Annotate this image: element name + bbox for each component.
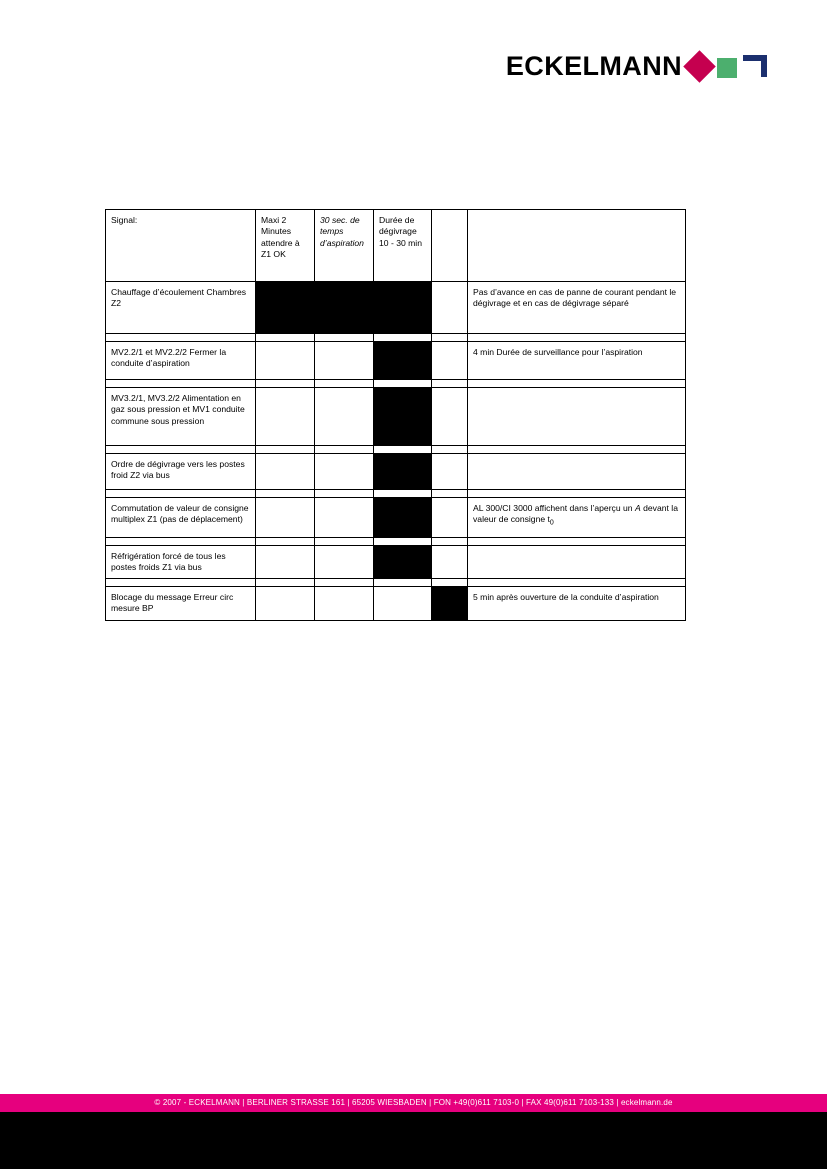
mark-cell-c xyxy=(374,454,432,490)
mark-cell-c xyxy=(374,282,432,334)
table-row xyxy=(106,454,686,490)
mark-cell-d xyxy=(432,586,468,620)
mark-cell-a xyxy=(256,388,315,446)
spacer-cell xyxy=(432,538,468,546)
mark-cell-a xyxy=(256,282,315,334)
mark-cell-a xyxy=(256,546,315,579)
row-spacer xyxy=(106,446,686,454)
spacer-cell xyxy=(432,380,468,388)
table-row xyxy=(106,498,686,538)
row-note xyxy=(468,454,686,490)
header-cell-d xyxy=(432,210,468,282)
spacer-cell xyxy=(374,578,432,586)
mark-cell-d xyxy=(432,498,468,538)
spacer-cell xyxy=(106,490,256,498)
spacer-cell xyxy=(374,538,432,546)
row-label: MV3.2/1, MV3.2/2 Alimentation en gaz sous pression et MV1 conduite commune sous pression xyxy=(106,388,256,446)
header-cell-signal: Signal: xyxy=(106,210,256,282)
header-cell-b: 30 sec. de temps d’aspiration xyxy=(315,210,374,282)
spacer-cell xyxy=(432,578,468,586)
row-spacer xyxy=(106,538,686,546)
spacer-cell xyxy=(468,446,686,454)
row-label: Commutation de valeur de consigne multiplex Z1 (pas de déplacement) xyxy=(106,498,256,538)
row-note xyxy=(468,546,686,579)
row-note: 4 min Durée de surveillance pour l’aspiration xyxy=(468,342,686,380)
spacer-cell xyxy=(256,578,315,586)
mark-cell-c xyxy=(374,498,432,538)
note-prefix: AL 300/CI 3000 affichent dans l’aperçu un xyxy=(473,503,635,513)
mark-cell-d xyxy=(432,388,468,446)
mark-cell-b xyxy=(315,454,374,490)
note-italic: A xyxy=(634,503,641,513)
mark-cell-b xyxy=(315,282,374,334)
row-note xyxy=(468,388,686,446)
logo-marks xyxy=(688,53,767,79)
spacer-cell xyxy=(468,490,686,498)
row-label: Blocage du message Erreur circ mesure BP xyxy=(106,586,256,620)
spacer-cell xyxy=(315,538,374,546)
mark-cell-b xyxy=(315,498,374,538)
note-suffix: devant la valeur de consigne t xyxy=(473,503,678,525)
spacer-cell xyxy=(432,490,468,498)
mark-cell-d xyxy=(432,546,468,579)
spacer-cell xyxy=(256,334,315,342)
spacer-cell xyxy=(256,538,315,546)
note-subscript: 0 xyxy=(549,520,554,528)
row-spacer xyxy=(106,334,686,342)
table-row xyxy=(106,546,686,579)
diamond-icon xyxy=(683,50,716,83)
mark-cell-b xyxy=(315,586,374,620)
mark-cell-c xyxy=(374,388,432,446)
spacer-cell xyxy=(468,334,686,342)
mark-cell-b xyxy=(315,546,374,579)
flag-icon xyxy=(743,55,767,77)
row-note: Pas d’avance en cas de panne de courant pendant le dégivrage et en cas de dégivrage séparé xyxy=(468,282,686,334)
row-label: Chauffage d’écoulement Chambres Z2 xyxy=(106,282,256,334)
mark-cell-d xyxy=(432,282,468,334)
header-cell-c: Durée de dégivrage 10 - 30 min xyxy=(374,210,432,282)
spacer-cell xyxy=(256,490,315,498)
spacer-cell xyxy=(315,578,374,586)
mark-cell-b xyxy=(315,388,374,446)
spacer-cell xyxy=(315,380,374,388)
spacer-cell xyxy=(106,334,256,342)
signal-matrix-table xyxy=(105,209,685,621)
spacer-cell xyxy=(432,334,468,342)
spacer-cell xyxy=(468,380,686,388)
spacer-cell xyxy=(374,490,432,498)
row-spacer xyxy=(106,380,686,388)
mark-cell-a xyxy=(256,498,315,538)
mark-cell-a xyxy=(256,342,315,380)
mark-cell-b xyxy=(315,342,374,380)
mark-cell-c xyxy=(374,342,432,380)
mark-cell-d xyxy=(432,454,468,490)
row-label: Ordre de dégivrage vers les postes froid Z2 via bus xyxy=(106,454,256,490)
table-header-row xyxy=(106,210,686,282)
mark-cell-c xyxy=(374,586,432,620)
square-icon xyxy=(717,58,737,78)
spacer-cell xyxy=(374,334,432,342)
spacer-cell xyxy=(106,578,256,586)
mark-cell-d xyxy=(432,342,468,380)
company-logo xyxy=(506,52,767,80)
footer-text: © 2007 - ECKELMANN | BERLINER STRASSE 161 | 65205 WIESBADEN | FON +49(0)611 7103-0 | FAX 49(0)611 7103-133 | eckelmann.de xyxy=(154,1098,673,1107)
mark-cell-a xyxy=(256,454,315,490)
spacer-cell xyxy=(256,446,315,454)
spacer-cell xyxy=(374,446,432,454)
spacer-cell xyxy=(432,446,468,454)
row-label: MV2.2/1 et MV2.2/2 Fermer la conduite d’aspiration xyxy=(106,342,256,380)
row-note: 5 min après ouverture de la conduite d’aspiration xyxy=(468,586,686,620)
spacer-cell xyxy=(468,578,686,586)
row-note xyxy=(468,498,686,538)
row-label: Réfrigération forcé de tous les postes froids Z1 via bus xyxy=(106,546,256,579)
table-row xyxy=(106,586,686,620)
header-cell-note xyxy=(468,210,686,282)
header-cell-a: Maxi 2 Minutes attendre à Z1 OK xyxy=(256,210,315,282)
spacer-cell xyxy=(315,446,374,454)
row-spacer xyxy=(106,490,686,498)
spacer-cell xyxy=(106,446,256,454)
mark-cell-c xyxy=(374,546,432,579)
spacer-cell xyxy=(106,538,256,546)
page-header xyxy=(0,0,827,95)
row-spacer xyxy=(106,578,686,586)
spacer-cell xyxy=(256,380,315,388)
logo-wordmark: ECKELMANN xyxy=(505,51,682,81)
spacer-cell xyxy=(315,334,374,342)
spacer-cell xyxy=(468,538,686,546)
table-row xyxy=(106,282,686,334)
spacer-cell xyxy=(374,380,432,388)
mark-cell-a xyxy=(256,586,315,620)
spacer-cell xyxy=(106,380,256,388)
spacer-cell xyxy=(315,490,374,498)
table-row xyxy=(106,342,686,380)
table-row xyxy=(106,388,686,446)
